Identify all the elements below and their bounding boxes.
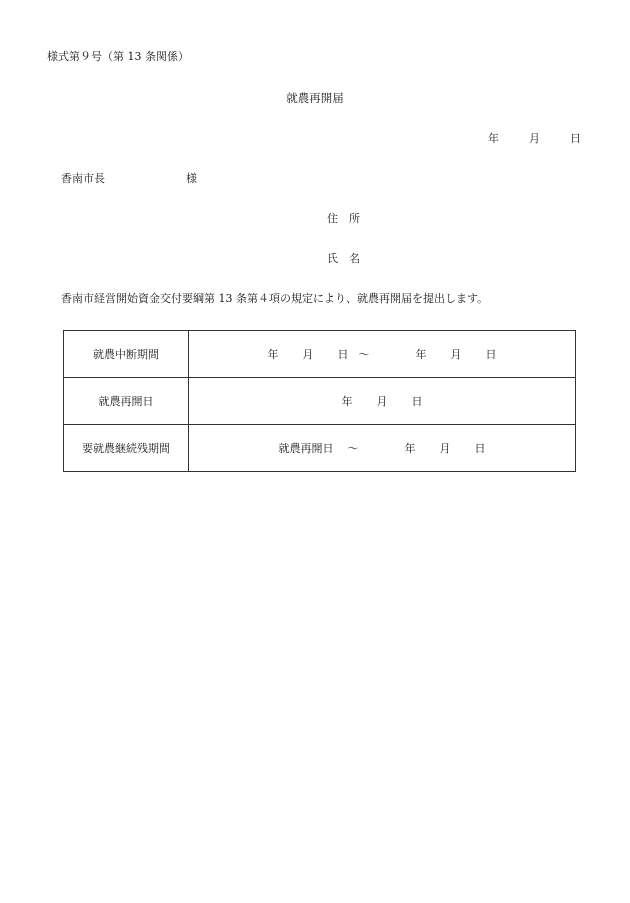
value-part: 月 [302,348,314,361]
row-value-suspension-period [189,331,576,378]
value-part: ～ [347,442,359,455]
row-label-suspension-period: 就農中断期間 [64,331,189,378]
body-text: 香南市経営開始資金交付要綱第 13 条第４項の規定により、就農再開届を提出します。 [61,292,489,305]
addressee-name: 香南市長 [61,172,105,185]
value-part: 日 [337,348,349,361]
form-number: 様式第９号（第 13 条関係） [47,50,189,63]
date-year-label: 年 [488,132,499,145]
document-title: 就農再開届 [286,91,344,105]
value-part: ～ [358,348,370,361]
row-label-resumption-date: 就農再開日 [64,378,189,425]
table-row [64,378,576,425]
date-month-label: 月 [529,132,540,145]
applicant-name-label: 氏 名 [327,252,360,265]
row-label-remaining-period: 要就農継続残期間 [64,425,189,472]
row-value-resumption-date [189,378,576,425]
value-part: 年 [415,348,427,361]
value-part: 就農再開日 [278,442,334,455]
applicant-address-label: 住 所 [327,212,360,225]
addressee-honorific: 様 [186,172,197,185]
details-table [63,330,576,472]
table-row [64,425,576,472]
value-part: 年 [404,442,416,455]
value-part: 日 [485,348,497,361]
date-day-label: 日 [570,132,581,145]
value-part: 年 [267,348,279,361]
row-value-remaining-period [189,425,576,472]
value-part: 日 [474,442,486,455]
value-part: 月 [376,395,388,408]
value-part: 日 [411,395,423,408]
submission-date [488,133,581,144]
value-part: 月 [439,442,451,455]
table-row [64,331,576,378]
value-part: 月 [450,348,462,361]
value-part: 年 [341,395,353,408]
